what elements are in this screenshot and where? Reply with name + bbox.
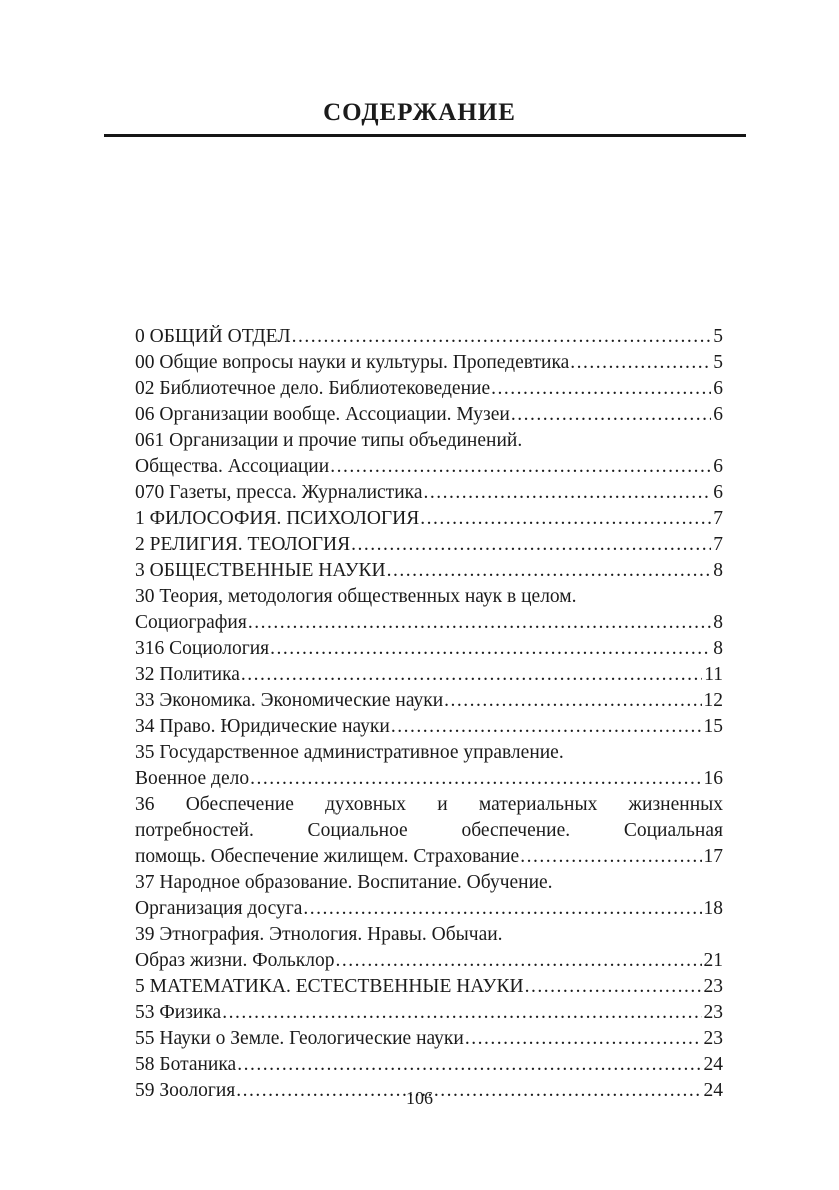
toc-entry-line: [135, 714, 723, 740]
toc-entry-line: [135, 610, 723, 636]
toc-entry-text: 32 Политика: [135, 664, 240, 685]
toc-entry-line: [135, 350, 723, 376]
toc-entry-line: [135, 324, 723, 350]
toc-page-number: 6: [713, 482, 723, 503]
dot-leader: [519, 844, 701, 870]
dot-leader: [510, 402, 711, 428]
toc-page-number: 17: [703, 846, 723, 867]
toc-entry-line: [135, 1052, 723, 1078]
toc-entry-text: Организация досуга: [135, 898, 303, 919]
dot-leader: [419, 506, 711, 532]
toc-page-number: 7: [713, 534, 723, 555]
toc-entry-line: [135, 896, 723, 922]
dot-leader: [236, 1052, 701, 1078]
dot-leader: [443, 688, 701, 714]
toc-page-number: 15: [703, 716, 723, 737]
toc-page-number: 24: [703, 1054, 723, 1075]
toc-entry-text: помощь. Обеспечение жилищем. Страхование: [135, 846, 520, 867]
dot-leader: [334, 948, 701, 974]
toc-entry-line: [135, 402, 723, 428]
toc-page-number: 8: [713, 612, 723, 633]
toc-entry-line: [135, 948, 723, 974]
toc-entry-text: 33 Экономика. Экономические науки: [135, 690, 444, 711]
dot-leader: [422, 480, 711, 506]
toc-entry-text: 55 Науки о Земле. Геологические науки: [135, 1028, 464, 1049]
toc-entry-text: Общества. Ассоциации: [135, 456, 330, 477]
toc-entry-text: потребностей. Социальное обеспечение. Социальная: [135, 820, 723, 841]
toc-page-number: 16: [703, 768, 723, 789]
toc-entry-line: [135, 428, 723, 454]
toc-page-number: 5: [713, 352, 723, 373]
toc-entry-line: [135, 766, 723, 792]
toc-entry-text: 02 Библиотечное дело. Библиотековедение: [135, 378, 491, 399]
toc-entry-line: [135, 532, 723, 558]
dot-leader: [386, 558, 712, 584]
toc-page-number: 23: [703, 976, 723, 997]
dot-leader: [464, 1026, 702, 1052]
toc-entry-text: 36 Обеспечение духовных и материальных жизненных: [135, 794, 723, 815]
toc-page-number: 6: [713, 456, 723, 477]
toc-entry-line: [135, 792, 723, 818]
title-rule: [104, 134, 746, 137]
toc-page-number: 6: [713, 404, 723, 425]
toc-page-number: 23: [703, 1028, 723, 1049]
toc-entry-text: 53 Физика: [135, 1002, 222, 1023]
toc-entry-text: 37 Народное образование. Воспитание. Обучение.: [135, 872, 553, 893]
toc-page-number: 8: [713, 560, 723, 581]
toc-page-number: 24: [703, 1080, 723, 1101]
dot-leader: [569, 350, 711, 376]
toc-entry-text: 2 РЕЛИГИЯ. ТЕОЛОГИЯ: [135, 534, 351, 555]
toc-entry-line: [135, 506, 723, 532]
toc-entry-text: 06 Организации вообще. Ассоциации. Музеи: [135, 404, 510, 425]
toc-entry-text: 58 Ботаника: [135, 1054, 237, 1075]
dot-leader: [350, 532, 711, 558]
toc-entry-text: Образ жизни. Фольклор: [135, 950, 335, 971]
toc-page-number: 23: [703, 1002, 723, 1023]
toc-entry-line: [135, 974, 723, 1000]
toc-entry-line: [135, 454, 723, 480]
toc-entry-line: [135, 480, 723, 506]
toc-entry-line: [135, 688, 723, 714]
toc-entry-line: [135, 1000, 723, 1026]
toc-page-number: 11: [704, 664, 723, 685]
toc-entry-line: [135, 870, 723, 896]
dot-leader: [249, 766, 701, 792]
toc-page-number: 5: [713, 326, 723, 347]
toc-page-number: 18: [703, 898, 723, 919]
dot-leader: [302, 896, 701, 922]
dot-leader: [524, 974, 702, 1000]
folio-page-number: 106: [406, 1088, 433, 1108]
toc-entry-text: 0 ОБЩИЙ ОТДЕЛ: [135, 326, 291, 347]
toc-page-number: 7: [713, 508, 723, 529]
toc-entry-text: 30 Теория, методология общественных наук в целом.: [135, 586, 577, 607]
toc-entry-line: [135, 558, 723, 584]
page-title: СОДЕРЖАНИЕ: [323, 99, 516, 126]
toc-entry-line: [135, 662, 723, 688]
toc-entry-text: 00 Общие вопросы науки и культуры. Пропедевтика: [135, 352, 570, 373]
toc-entry-text: Социография: [135, 612, 247, 633]
toc-entry-line: [135, 1026, 723, 1052]
toc-entry-line: [135, 844, 723, 870]
dot-leader: [490, 376, 711, 402]
toc-page-number: 6: [713, 378, 723, 399]
dot-leader: [221, 1000, 701, 1026]
toc-entry-text: 34 Право. Юридические науки: [135, 716, 390, 737]
toc-entry-text: 1 ФИЛОСОФИЯ. ПСИХОЛОГИЯ: [135, 508, 420, 529]
toc-entry-text: 39 Этнография. Этнология. Нравы. Обычаи.: [135, 924, 503, 945]
toc-page-number: 8: [713, 638, 723, 659]
dot-leader: [329, 454, 711, 480]
toc-entry-line: [135, 584, 723, 610]
dot-leader: [247, 610, 711, 636]
toc-entry-text: 59 Зоология: [135, 1080, 236, 1101]
toc-entry-text: Военное дело: [135, 768, 250, 789]
toc-page-number: 21: [703, 950, 723, 971]
toc-entry-text: 316 Социология: [135, 638, 270, 659]
toc-entry-line: [135, 740, 723, 766]
dot-leader: [390, 714, 702, 740]
toc-entry-line: [135, 818, 723, 844]
dot-leader: [269, 636, 711, 662]
toc-entry-text: 35 Государственное административное управление.: [135, 742, 564, 763]
toc-entry-text: 5 МАТЕМАТИКА. ЕСТЕСТВЕННЫЕ НАУКИ: [135, 976, 524, 997]
toc-entry-line: [135, 376, 723, 402]
toc-entry-text: 061 Организации и прочие типы объединений.: [135, 430, 523, 451]
toc-list: [135, 324, 723, 1104]
toc-entry-text: 3 ОБЩЕСТВЕННЫЕ НАУКИ: [135, 560, 386, 581]
toc-entry-text: 070 Газеты, пресса. Журналистика: [135, 482, 423, 503]
dot-leader: [240, 662, 702, 688]
toc-entry-line: [135, 636, 723, 662]
toc-page-number: 12: [703, 690, 723, 711]
dot-leader: [291, 324, 712, 350]
toc-entry-line: [135, 922, 723, 948]
